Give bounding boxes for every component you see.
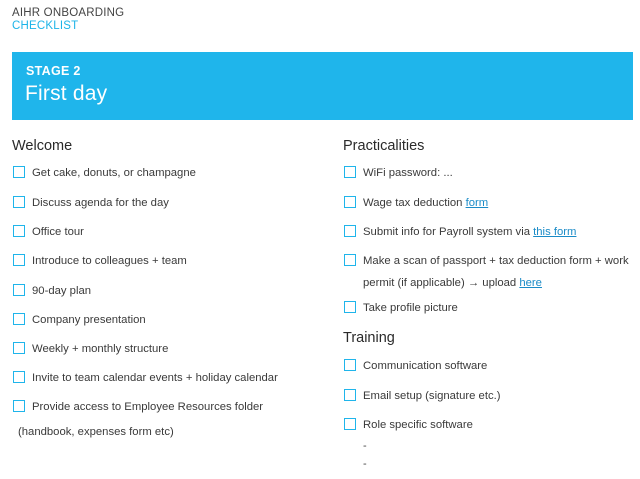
wage-form-link[interactable]: form: [465, 197, 489, 209]
stage-banner: [12, 52, 633, 120]
checkbox-icon[interactable]: [344, 301, 356, 313]
checkbox-icon[interactable]: [344, 196, 356, 208]
stage-label: STAGE 2: [26, 64, 81, 78]
checkbox-icon[interactable]: [13, 284, 25, 296]
welcome-title: Welcome: [12, 138, 73, 154]
training-dash-2: -: [363, 458, 367, 470]
checkbox-icon[interactable]: [13, 313, 25, 325]
scan-text: permit (if applicable) → upload: [363, 277, 520, 289]
item-label-cont: (handbook, expenses form etc): [18, 426, 174, 438]
item-label: [363, 222, 576, 243]
brand: [12, 7, 124, 33]
practicalities-title: Practicalities: [343, 138, 425, 154]
item-label: Make a scan of passport + tax deduction form + work: [363, 255, 629, 267]
checkbox-icon[interactable]: [344, 254, 356, 266]
checkbox-icon[interactable]: [13, 371, 25, 383]
item-label: 90-day plan: [32, 285, 92, 297]
item-label: Office tour: [32, 226, 84, 238]
checkbox-icon[interactable]: [13, 196, 25, 208]
item-label: Get cake, donuts, or champagne: [32, 167, 196, 179]
checkbox-icon[interactable]: [13, 166, 25, 178]
checkbox-icon[interactable]: [344, 359, 356, 371]
brand-line1: AIHR ONBOARDING: [12, 7, 125, 19]
training-dash-1: -: [363, 440, 367, 452]
wage-text: Wage tax deduction: [363, 197, 466, 209]
item-label: Email setup (signature etc.): [363, 390, 501, 402]
training-title: Training: [343, 330, 395, 346]
item-label: Introduce to colleagues + team: [32, 255, 187, 267]
welcome-section: [12, 138, 322, 438]
checkbox-icon[interactable]: [13, 342, 25, 354]
item-label: Company presentation: [32, 314, 146, 326]
payroll-text: Submit info for Payroll system via: [363, 226, 534, 238]
item-label: Invite to team calendar events + holiday calendar: [32, 372, 278, 384]
item-label: Take profile picture: [363, 302, 458, 314]
practicalities-section: [343, 138, 638, 470]
item-label: WiFi password: ...: [363, 167, 453, 179]
item-label: Communication software: [363, 360, 488, 372]
checkbox-icon[interactable]: [344, 166, 356, 178]
checkbox-icon[interactable]: [344, 418, 356, 430]
item-label: Role specific software: [363, 419, 473, 431]
checkbox-icon[interactable]: [344, 225, 356, 237]
item-label: [363, 193, 488, 214]
checkbox-icon[interactable]: [13, 254, 25, 266]
item-label: Weekly + monthly structure: [32, 343, 169, 355]
upload-here-link[interactable]: here: [519, 277, 542, 289]
brand-line2: CHECKLIST: [12, 20, 79, 32]
stage-title: First day: [25, 82, 108, 105]
checkbox-icon[interactable]: [13, 400, 25, 412]
item-label-cont: [363, 273, 542, 294]
item-label: Provide access to Employee Resources folder: [32, 401, 264, 413]
checkbox-icon[interactable]: [13, 225, 25, 237]
item-label: Discuss agenda for the day: [32, 197, 169, 209]
checkbox-icon[interactable]: [344, 389, 356, 401]
payroll-form-link[interactable]: this form: [533, 226, 577, 238]
